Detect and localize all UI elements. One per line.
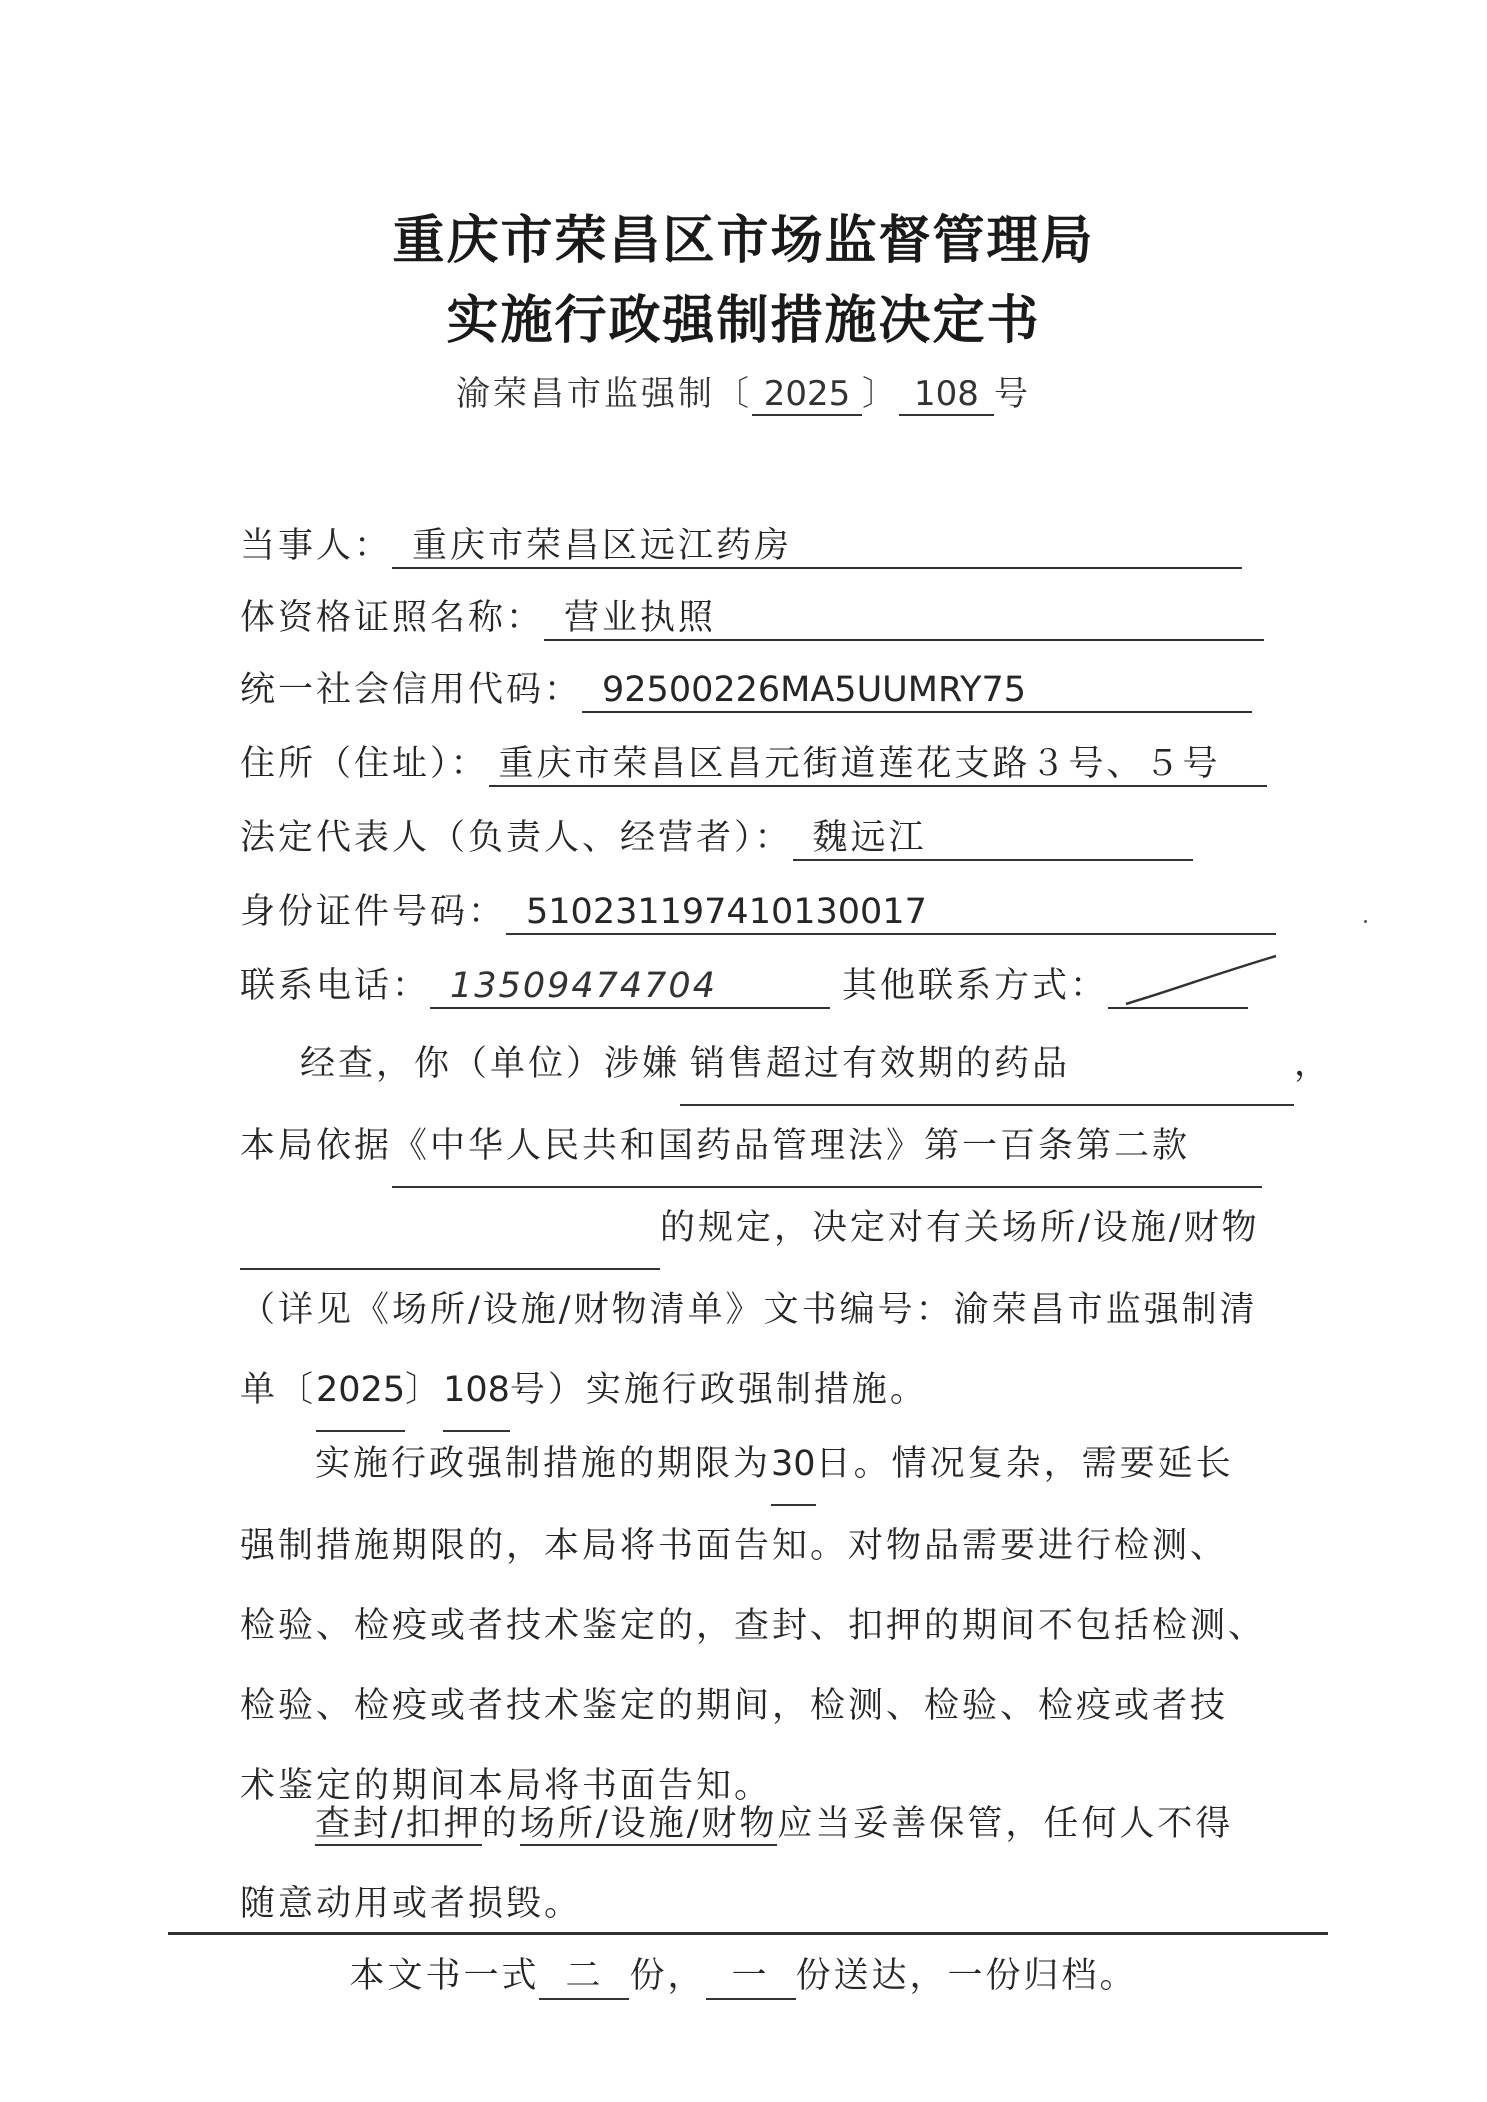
list-ref-number: 108 [443, 1350, 510, 1432]
list-ref-prefix: 单〔 [240, 1370, 317, 1410]
footer-text-b: 份， [629, 1956, 706, 1996]
list-ref-suffix: 号）实施行政强制措施。 [509, 1370, 928, 1410]
list-ref-year: 2025 [316, 1350, 405, 1432]
id-number-value: 510231197410130017 [506, 891, 1276, 935]
seal-measure-text: 查封/扣押 [315, 1804, 482, 1844]
duration-line3: 检验、检疫或者技术鉴定的，查封、扣押的期间不包括检测、 [240, 1606, 1267, 1646]
custody-items-text: 场所/设施/财物 [519, 1804, 778, 1844]
representative-label: 法定代表人（负责人、经营者）： [240, 818, 793, 858]
custody-rest: 应当妥善保管，任何人不得 [777, 1804, 1234, 1844]
footer-served-count: 一 [706, 1948, 796, 2000]
doc-title-line2: 实施行政强制措施决定书 [446, 291, 1041, 351]
credit-code-label: 统一社会信用代码： [240, 670, 583, 710]
list-reference: （详见《场所/设施/财物清单》文书编号：渝荣昌市监强制清 [240, 1290, 1258, 1330]
strikethrough-slash-mark [1122, 952, 1282, 1012]
findings-intro: 经查，你（单位）涉嫌 [300, 1044, 681, 1084]
document-number [0, 366, 1487, 416]
credit-code-row [240, 662, 1252, 713]
id-number-row [240, 884, 1276, 935]
docno-suffix: 号 [994, 374, 1031, 414]
duration-line5: 术鉴定的期间本局将书面告知。 [240, 1766, 773, 1806]
footer-divider [168, 1932, 1328, 1935]
docno-number: 108 [899, 375, 994, 416]
representative-row [240, 810, 1193, 861]
duration-intro: 实施行政强制措施的期限为 [315, 1444, 772, 1484]
address-row [240, 736, 1267, 787]
duration-line2: 强制措施期限的，本局将书面告知。对物品需要进行检测、 [240, 1526, 1229, 1566]
doc-title-line1: 重庆市荣昌区市场监督管理局 [392, 211, 1095, 271]
footer-text-a: 本文书一式 [349, 1956, 540, 1996]
party-row [240, 518, 1242, 569]
phone-row [240, 958, 1248, 1009]
credit-code-value: 92500226MA5UUMRY75 [582, 669, 1252, 713]
phone-label: 联系电话： [240, 966, 431, 1006]
custody-line2: 随意动用或者损毁。 [240, 1884, 583, 1924]
paragraph-findings [240, 1024, 1333, 1432]
paragraph-custody [240, 1784, 1270, 1944]
footer-copies-count: 二 [539, 1948, 629, 2000]
decision-text: 的规定，决定对有关场所/设施/财物 [660, 1208, 1260, 1248]
legal-basis-text: 《中华人民共和国药品管理法》第一百条第二款 [392, 1106, 1262, 1188]
other-contact-label: 其他联系方式： [842, 966, 1109, 1006]
duration-rest: 日。情况复杂，需要延长 [815, 1444, 1234, 1484]
party-value: 重庆市荣昌区远江药房 [392, 525, 1242, 569]
docno-mid: 〕 [862, 374, 899, 414]
duration-days: 30 [771, 1424, 816, 1506]
id-number-label: 身份证件号码： [240, 892, 507, 932]
paragraph-duration [240, 1424, 1270, 1826]
list-ref-mid: 〕 [405, 1370, 444, 1410]
docno-year: 2025 [752, 375, 862, 416]
violation-text: 销售超过有效期的药品 [680, 1024, 1294, 1106]
license-label: 体资格证照名称： [240, 598, 545, 638]
findings-comma: ， [1294, 1044, 1333, 1084]
license-value: 营业执照 [544, 597, 1264, 641]
footer-copies-note [0, 1948, 1487, 2000]
basis-intro: 本局依据 [240, 1126, 393, 1166]
scan-speck [1364, 920, 1367, 923]
address-value: 重庆市荣昌区昌元街道莲花支路３号、５号 [489, 743, 1267, 787]
address-label: 住所（住址）： [240, 744, 489, 784]
representative-value: 魏远江 [793, 817, 1193, 861]
custody-of: 的 [481, 1804, 520, 1844]
party-label: 当事人： [240, 526, 393, 566]
phone-value: 13509474704 [430, 965, 830, 1009]
footer-text-c: 份送达，一份归档。 [795, 1956, 1138, 1996]
license-row [240, 590, 1264, 641]
docno-prefix: 渝荣昌市监强制〔 [456, 374, 752, 414]
duration-line4: 检验、检疫或者技术鉴定的期间，检测、检验、检疫或者技 [240, 1686, 1229, 1726]
legal-basis-continuation [240, 1188, 660, 1270]
